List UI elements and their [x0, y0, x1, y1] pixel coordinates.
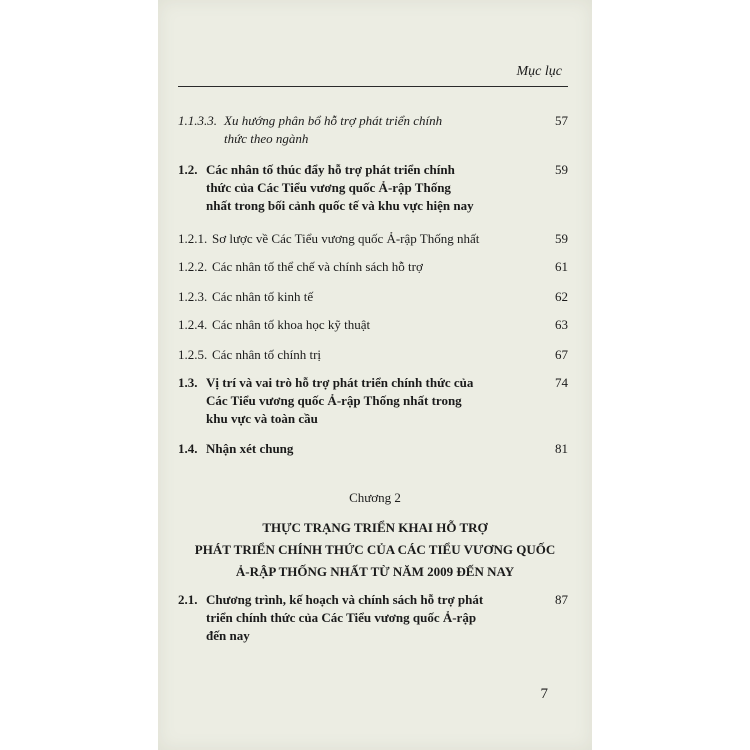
toc-entry-title [224, 112, 520, 148]
toc-entry [178, 591, 568, 645]
toc-entry-title-line: Các Tiểu vương quốc Ả-rập Thống nhất trong [206, 393, 462, 408]
toc-entry-number: 1.3. [178, 375, 198, 390]
toc-entry-page: 74 [555, 375, 568, 390]
toc-entry-title-line: Xu hướng phân bổ hỗ trợ phát triển chính [224, 113, 443, 128]
toc-entry-number: 1.2.2. [178, 259, 208, 274]
toc-entry-page: 57 [555, 113, 568, 128]
toc-entry-title-line: Các nhân tố thể chế và chính sách hỗ trợ [212, 259, 423, 274]
toc-entry-title-line: Sơ lược về Các Tiểu vương quốc Ả-rập Thống nhất [212, 231, 480, 246]
toc-entry-title [212, 346, 520, 364]
toc-entry-number: 1.2. [178, 162, 198, 177]
toc-entry-title [206, 591, 520, 645]
toc-entry [178, 316, 568, 334]
toc-entry [178, 346, 568, 364]
toc-entry-page: 81 [555, 441, 568, 456]
toc-entry [178, 230, 568, 248]
header-title: Mục lục [516, 64, 562, 79]
toc-entry-number: 2.1. [178, 592, 198, 607]
toc-entry-title-line: khu vực và toàn cầu [206, 411, 318, 426]
toc-entry-title [206, 161, 520, 215]
chapter-label: Chương 2 [349, 490, 401, 505]
toc-entry-title-line: Vị trí và vai trò hỗ trợ phát triển chính thức của [206, 375, 474, 390]
toc-entry-title-line: triển chính thức của Các Tiểu vương quốc Ả-rập [206, 610, 477, 625]
toc-entry-title-line: Các nhân tố kinh tế [212, 289, 314, 304]
toc-entry-page: 61 [555, 259, 568, 274]
toc-entry-title [212, 316, 520, 334]
toc-entry-page: 59 [555, 231, 568, 246]
toc-entry-page: 87 [555, 592, 568, 607]
toc-entry-page: 59 [555, 162, 568, 177]
toc-entry-title-line: nhất trong bối cảnh quốc tế và khu vực hiện nay [206, 198, 474, 213]
toc-entry-title [212, 288, 520, 306]
toc-entry-title-line: Nhận xét chung [206, 441, 294, 456]
toc-entry [178, 440, 568, 458]
chapter-title-line-2: PHÁT TRIỂN CHÍNH THỨC CỦA CÁC TIỂU VƯƠNG QUỐC [194, 542, 556, 557]
toc-entry-number: 1.1.3.3. [178, 113, 217, 128]
chapter-title-line-3: Ả-RẬP THỐNG NHẤT TỪ NĂM 2009 ĐẾN NAY [235, 564, 515, 579]
toc-entry-number: 1.2.1. [178, 231, 208, 246]
book-page [158, 0, 592, 750]
toc-entry-number: 1.4. [178, 441, 198, 456]
toc-entry-title-line: thức của Các Tiểu vương quốc Ả-rập Thống [206, 180, 451, 195]
toc-entry-title [212, 258, 520, 276]
toc-entry [178, 258, 568, 276]
toc-entry-page: 67 [555, 347, 568, 362]
toc-entry-title [206, 440, 520, 458]
toc-entry [178, 288, 568, 306]
toc-entry-title-line: Các nhân tố chính trị [212, 347, 322, 362]
toc-entry-title-line: Các nhân tố khoa học kỹ thuật [212, 317, 371, 332]
toc-entry-page: 63 [555, 317, 568, 332]
toc-entry [178, 374, 568, 428]
header-divider [178, 86, 568, 87]
toc-entry [178, 161, 568, 215]
toc-entry-number: 1.2.5. [178, 347, 208, 362]
page-number: 7 [540, 686, 548, 702]
toc-entry-page: 62 [555, 289, 568, 304]
toc-entry-title-line: đến nay [206, 628, 250, 643]
toc-entry-number: 1.2.3. [178, 289, 208, 304]
chapter-title-line-1: THỰC TRẠNG TRIỂN KHAI HỖ TRỢ [262, 520, 488, 535]
toc-entry-title [206, 374, 520, 428]
toc-entry [178, 112, 568, 148]
toc-entry-title [212, 230, 520, 248]
toc-entry-title-line: Các nhân tố thúc đẩy hỗ trợ phát triển chính [206, 162, 455, 177]
toc-entry-title-line: Chương trình, kế hoạch và chính sách hỗ trợ phát [206, 592, 484, 607]
toc-entry-title-line: thức theo ngành [224, 131, 309, 146]
toc-entry-number: 1.2.4. [178, 317, 208, 332]
